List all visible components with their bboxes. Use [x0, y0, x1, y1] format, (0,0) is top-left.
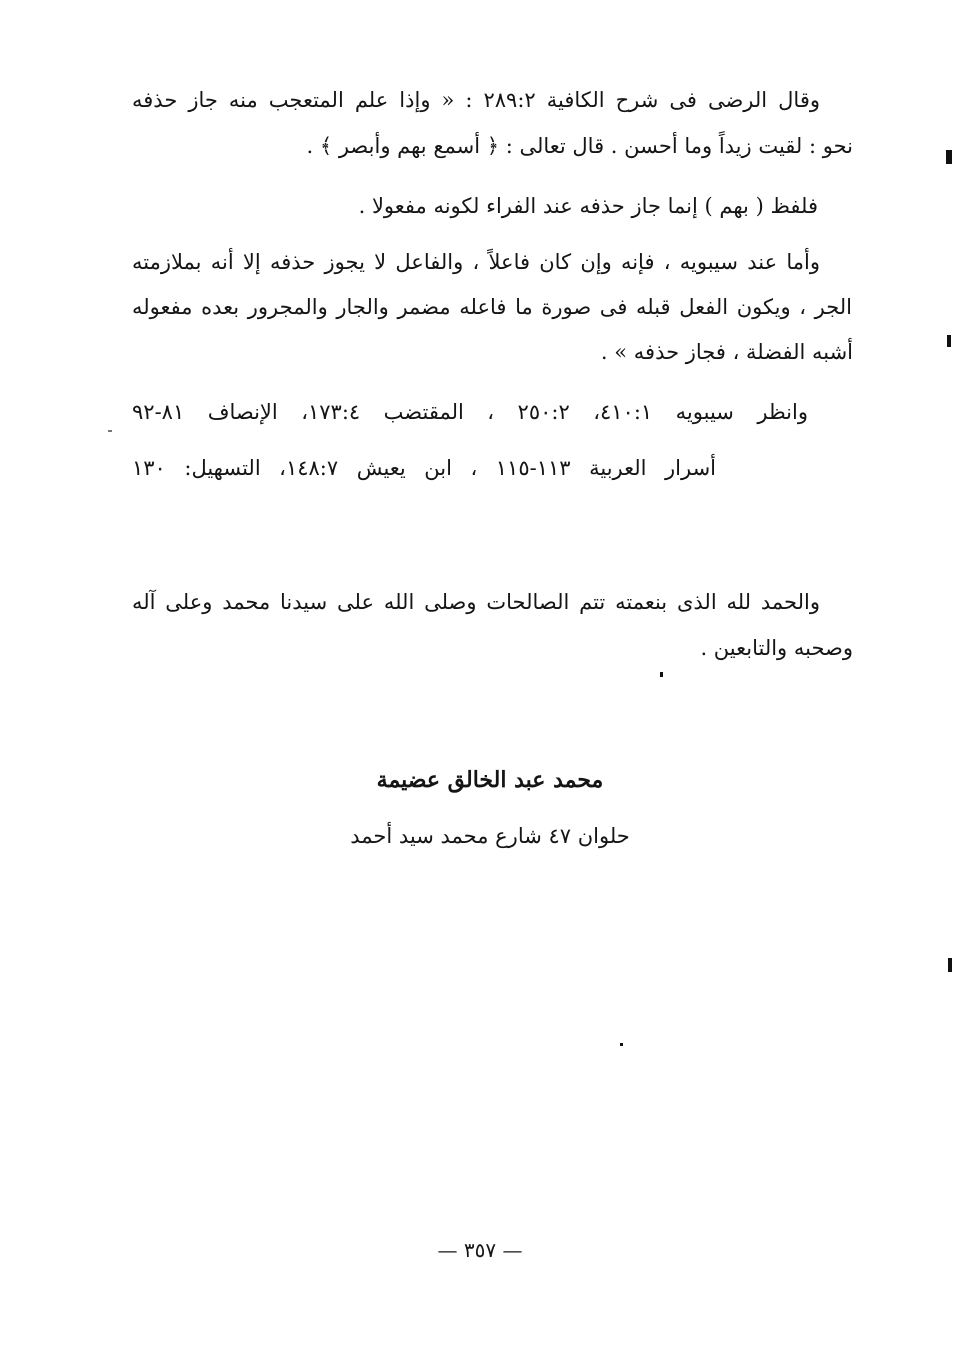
author-address: حلوان ٤٧ شارع محمد سيد أحمد	[350, 824, 630, 848]
references-line-2: أسرار العربية ١١٣-١١٥ ، ابن يعيش ١٤٨:٧، التسهيل: ١٣٠	[132, 456, 716, 480]
scan-speck	[620, 1043, 623, 1046]
paragraph-1-line-2: نحو : لقيت زيداً وما أحسن . قال تعالى : ﴿ أسمع بهم وأبصر ﴾ .	[306, 134, 853, 158]
author-name: محمد عبد الخالق عضيمة	[376, 767, 604, 793]
paragraph-3-line-1: وأما عند سيبويه ، فإنه وإن كان فاعلاً ، والفاعل لا يجوز حذفه إلا أنه بملازمته	[132, 250, 820, 274]
closing-line-2: وصحبه والتابعين .	[700, 636, 853, 660]
paragraph-3-line-2: الجر ، ويكون الفعل قبله فى صورة ما فاعله مضمر والجار والمجرور بعده مفعوله	[132, 295, 852, 319]
paragraph-3-line-3: أشبه الفضلة ، فجاز حذفه » .	[600, 340, 853, 364]
scan-mark	[946, 150, 952, 164]
scan-mark	[948, 958, 952, 972]
paragraph-2-line-1: فلفظ ( بهم ) إنما جاز حذفه عند الفراء لكونه مفعولا .	[358, 194, 818, 218]
page-number: — ٣٥٧ —	[437, 1238, 523, 1262]
scan-mark	[947, 335, 951, 347]
scan-speck	[660, 672, 663, 677]
closing-line-1: والحمد لله الذى بنعمته تتم الصالحات وصلى الله على سيدنا محمد وعلى آله	[132, 590, 820, 614]
scan-speck	[108, 430, 112, 432]
references-line-1: وانظر سيبويه ٤١٠:١، ٢٥٠:٢ ، المقتضب ١٧٣:٤، الإنصاف ٨١-٩٢	[132, 400, 808, 424]
paragraph-1-line-1: وقال الرضى فى شرح الكافية ٢٨٩:٢ : « وإذا علم المتعجب منه جاز حذفه	[132, 88, 820, 112]
